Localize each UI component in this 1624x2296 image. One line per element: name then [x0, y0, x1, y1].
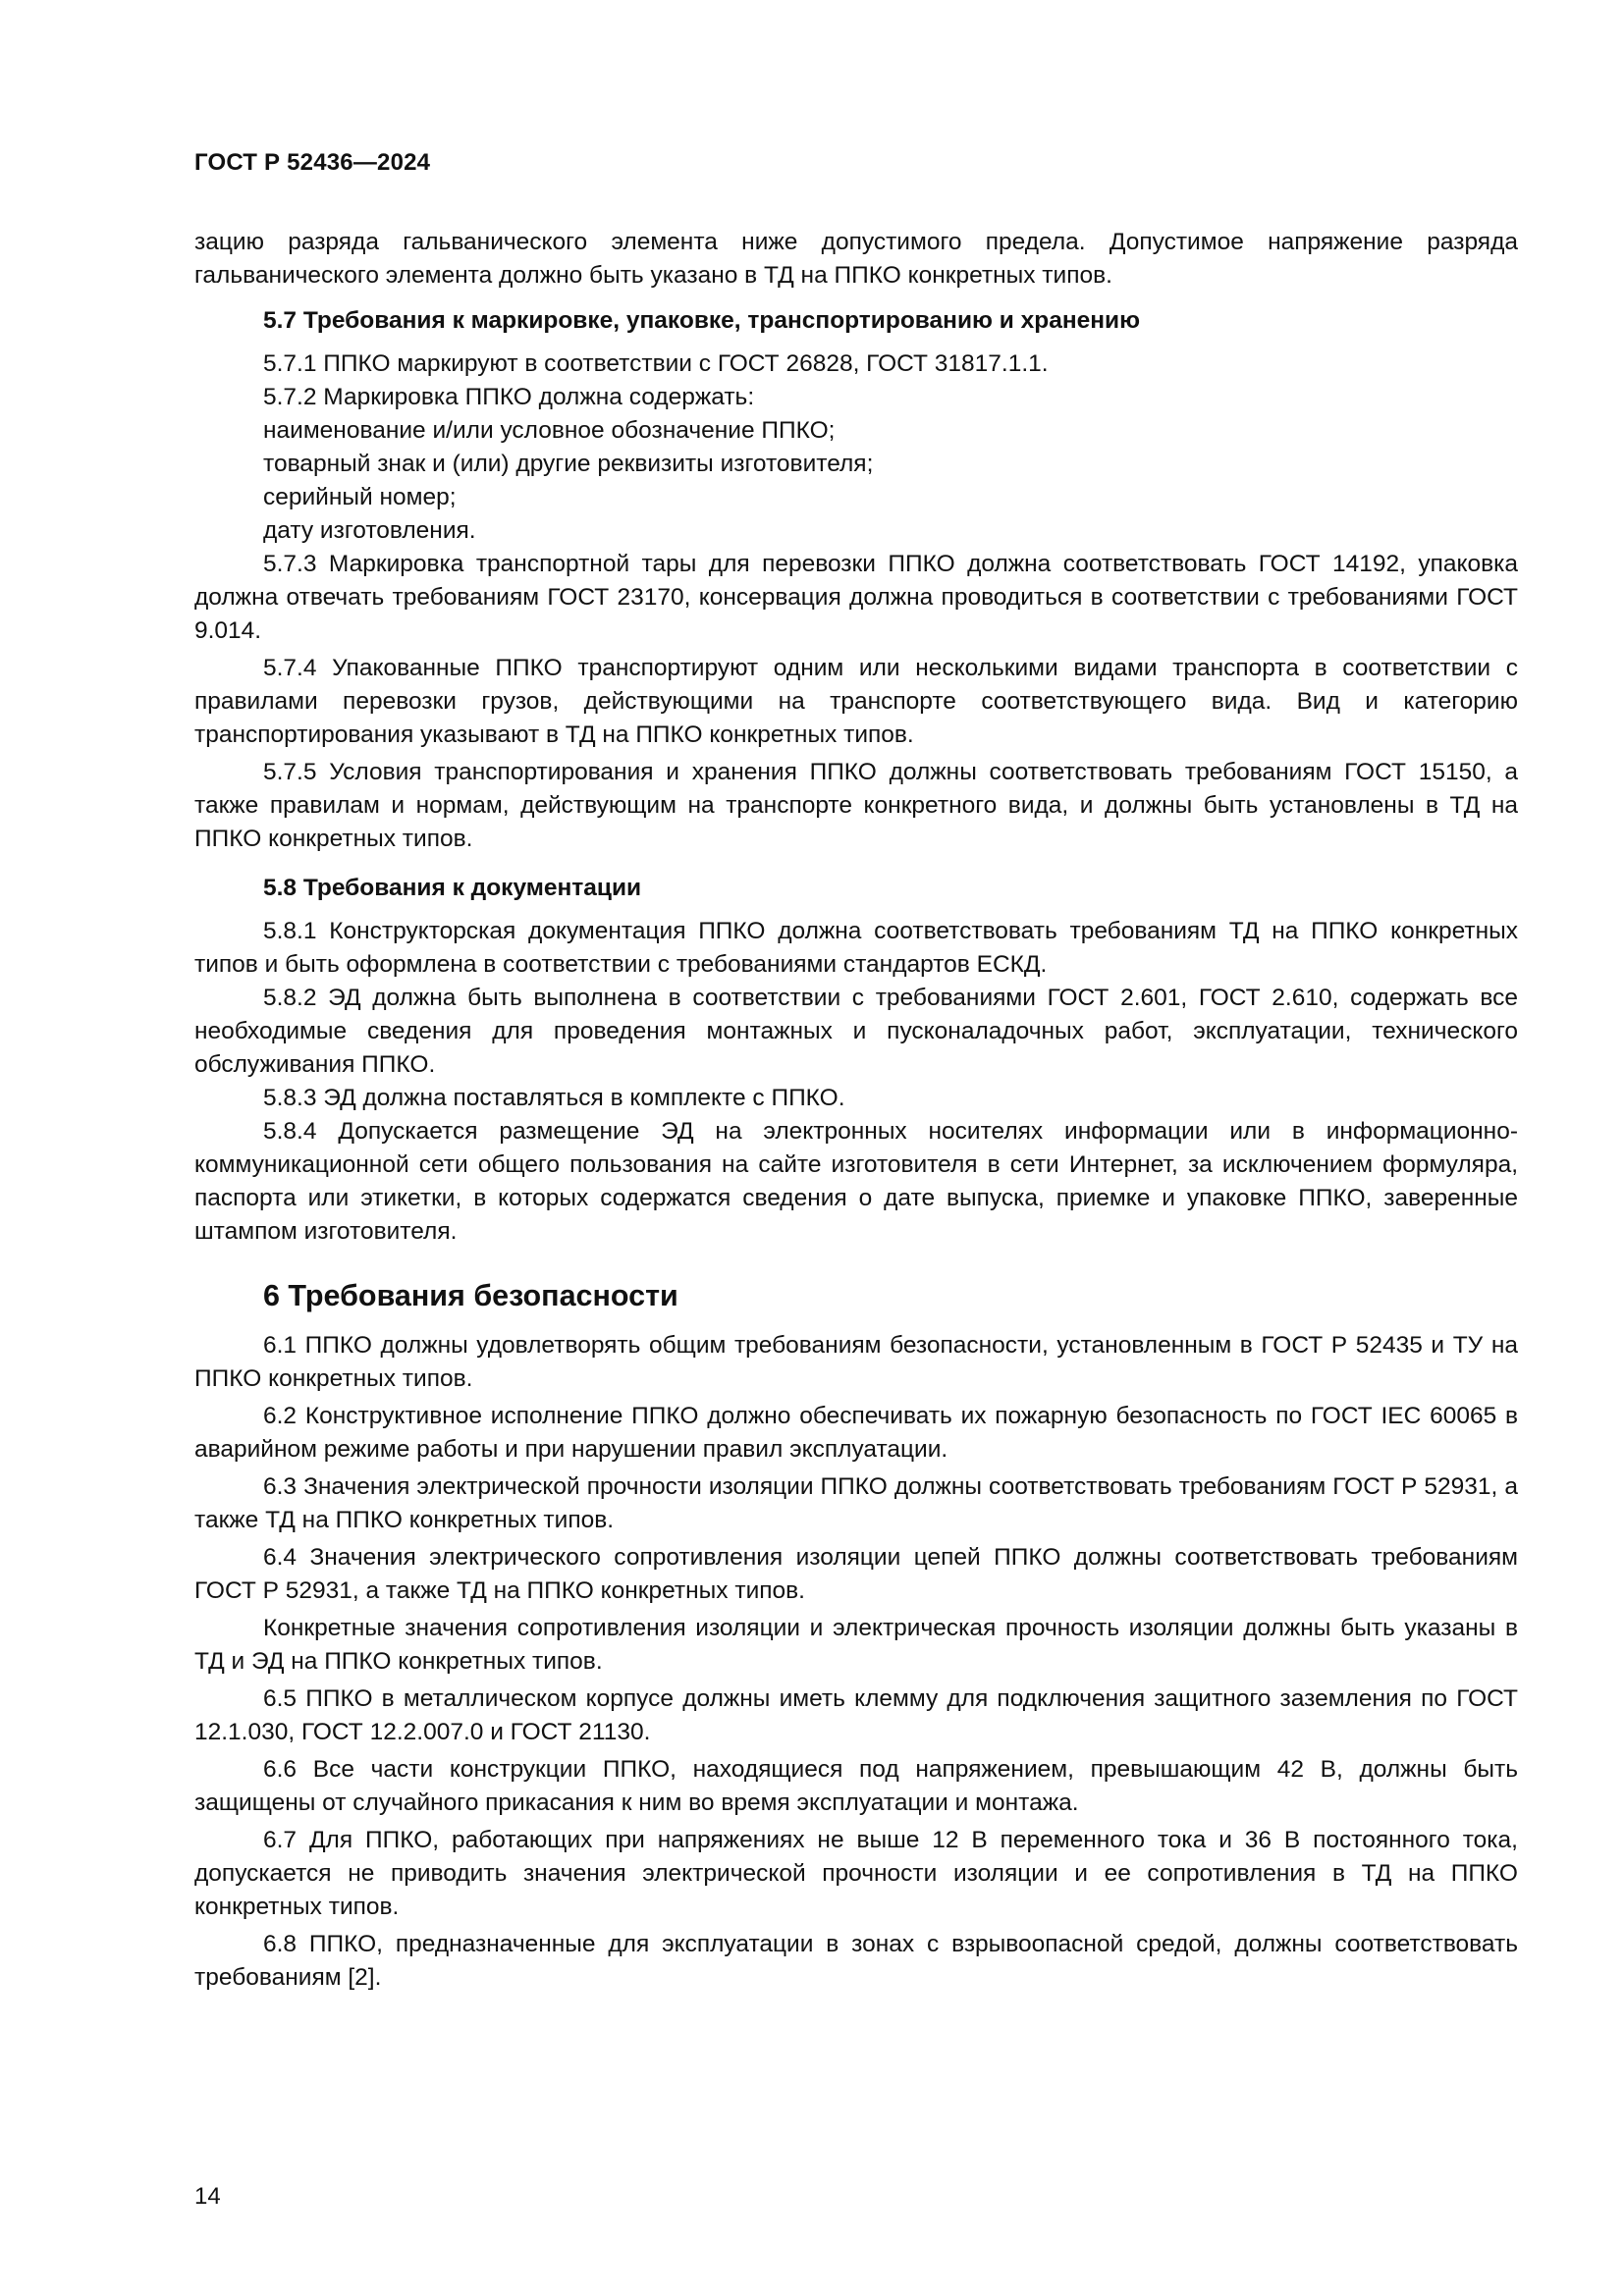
paragraph-5-7-4: 5.7.4 Упакованные ППКО транспортируют одним или несколькими видами транспорта в соответствии с правилами перевозки грузов, действующими на транспорте соответствующего вида. Вид и категорию транспортирования указывают в ТД на ППКО конкретных типов. [194, 655, 1518, 748]
section-heading-5-8: 5.8 Требования к документации [263, 875, 642, 901]
list-item: дату изготовления. [263, 517, 476, 544]
document-header: ГОСТ Р 52436—2024 [194, 149, 431, 176]
paragraph-5-8-4: 5.8.4 Допускается размещение ЭД на электронных носителях информации или в информационно-коммуникационной сети общего пользования на сайте изготовителя в сети Интернет, за исключением формуляра, паспорта или этикетки, в которых содержатся сведения о дате выпуска, приемке и упаковке ППКО, заверенные штампом изготовителя. [194, 1118, 1518, 1245]
paragraph-6-4: 6.4 Значения электрического сопротивления изоляции цепей ППКО должны соответствовать требованиям ГОСТ Р 52931, а также ТД на ППКО конкретных типов. [194, 1544, 1518, 1604]
paragraph-6-6: 6.6 Все части конструкции ППКО, находящиеся под напряжением, превышающим 42 В, должны быть защищены от случайного прикасания к ним во время эксплуатации и монтажа. [194, 1756, 1518, 1816]
paragraph-5-7-3: 5.7.3 Маркировка транспортной тары для перевозки ППКО должна соответствовать ГОСТ 14192, упаковка должна отвечать требованиям ГОСТ 23170, консервация должна проводиться в соответствии с требованиями ГОСТ 9.014. [194, 551, 1518, 644]
paragraph-6-2: 6.2 Конструктивное исполнение ППКО должно обеспечивать их пожарную безопасность по ГОСТ IEC 60065 в аварийном режиме работы и при нарушении правил эксплуатации. [194, 1403, 1518, 1463]
paragraph-5-8-3: 5.8.3 ЭД должна поставляться в комплекте с ППКО. [263, 1085, 845, 1111]
paragraph-6-5: 6.5 ППКО в металлическом корпусе должны иметь клемму для подключения защитного заземления по ГОСТ 12.1.030, ГОСТ 12.2.007.0 и ГОСТ 21130. [194, 1685, 1518, 1745]
paragraph-6-1: 6.1 ППКО должны удовлетворять общим требованиям безопасности, установленным в ГОСТ Р 52435 и ТУ на ППКО конкретных типов. [194, 1332, 1518, 1392]
paragraph-5-7-5: 5.7.5 Условия транспортирования и хранения ППКО должны соответствовать требованиям ГОСТ 15150, а также правилам и нормам, действующим на транспорте конкретного вида, и должны быть установлены в ТД на ППКО конкретных типов. [194, 759, 1518, 852]
paragraph-6-8: 6.8 ППКО, предназначенные для эксплуатации в зонах с взрывоопасной средой, должны соответствовать требованиям [2]. [194, 1931, 1518, 1991]
paragraph-6-3: 6.3 Значения электрической прочности изоляции ППКО должны соответствовать требованиям ГОСТ Р 52931, а также ТД на ППКО конкретных типов. [194, 1473, 1518, 1533]
list-item: наименование и/или условное обозначение ППКО; [263, 417, 836, 444]
list-item: товарный знак и (или) другие реквизиты изготовителя; [263, 451, 874, 477]
paragraph-5-7-2: 5.7.2 Маркировка ППКО должна содержать: [263, 384, 755, 410]
document-body [194, 226, 1518, 1995]
section-heading-5-7: 5.7 Требования к маркировке, упаковке, транспортированию и хранению [263, 307, 1141, 334]
paragraph-5-7-1: 5.7.1 ППКО маркируют в соответствии с ГОСТ 26828, ГОСТ 31817.1.1. [263, 350, 1049, 377]
paragraph-5-8-2: 5.8.2 ЭД должна быть выполнена в соответствии с требованиями ГОСТ 2.601, ГОСТ 2.610, содержать все необходимые сведения для проведения монтажных и пусконаладочных работ, эксплуатации, технического обслуживания ППКО. [194, 985, 1518, 1078]
paragraph-6-4-continued: Конкретные значения сопротивления изоляции и электрическая прочность изоляции должны быть указаны в ТД и ЭД на ППКО конкретных типов. [194, 1615, 1518, 1675]
paragraph-5-8-1: 5.8.1 Конструкторская документация ППКО должна соответствовать требованиям ТД на ППКО конкретных типов и быть оформлена в соответствии с требованиями стандартов ЕСКД. [194, 918, 1518, 978]
paragraph-6-7: 6.7 Для ППКО, работающих при напряжениях не выше 12 В переменного тока и 36 В постоянного тока, допускается не приводить значения электрической прочности изоляции и ее сопротивления в ТД на ППКО конкретных типов. [194, 1827, 1518, 1920]
list-item: серийный номер; [263, 484, 457, 510]
section-heading-6: 6 Требования безопасности [263, 1279, 678, 1312]
page-number: 14 [194, 2183, 221, 2210]
paragraph-continuation: зацию разряда гальванического элемента ниже допустимого предела. Допустимое напряжение разряда гальванического элемента должно быть указано в ТД на ППКО конкретных типов. [194, 229, 1518, 289]
